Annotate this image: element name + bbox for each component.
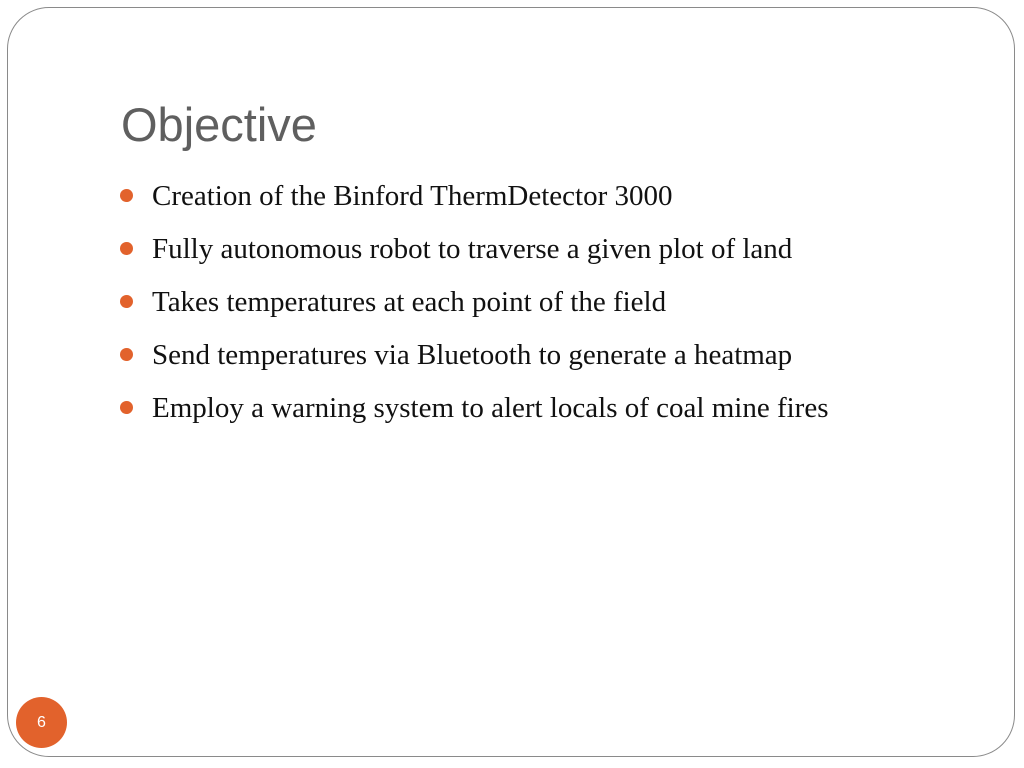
slide-frame	[7, 7, 1015, 757]
bullet-list	[120, 172, 828, 437]
bullet-item	[120, 172, 828, 225]
bullet-dot-icon	[120, 401, 133, 414]
slide-title: Objective	[121, 98, 317, 151]
bullet-dot-icon	[120, 348, 133, 361]
bullet-text: Creation of the Binford ThermDetector 3000	[152, 180, 673, 212]
bullet-text: Takes temperatures at each point of the field	[152, 286, 667, 318]
bullet-item	[120, 278, 828, 331]
bullet-item	[120, 225, 828, 278]
bullet-dot-icon	[120, 242, 133, 255]
bullet-text: Fully autonomous robot to traverse a given plot of land	[152, 233, 793, 265]
bullet-dot-icon	[120, 295, 133, 308]
bullet-text: Send temperatures via Bluetooth to generate a heatmap	[152, 339, 793, 371]
bullet-dot-icon	[120, 189, 133, 202]
bullet-item	[120, 331, 828, 384]
page-number: 6	[37, 713, 46, 731]
bullet-item	[120, 384, 828, 437]
page-number-badge	[16, 697, 67, 748]
bullet-text: Employ a warning system to alert locals of coal mine fires	[152, 392, 829, 424]
